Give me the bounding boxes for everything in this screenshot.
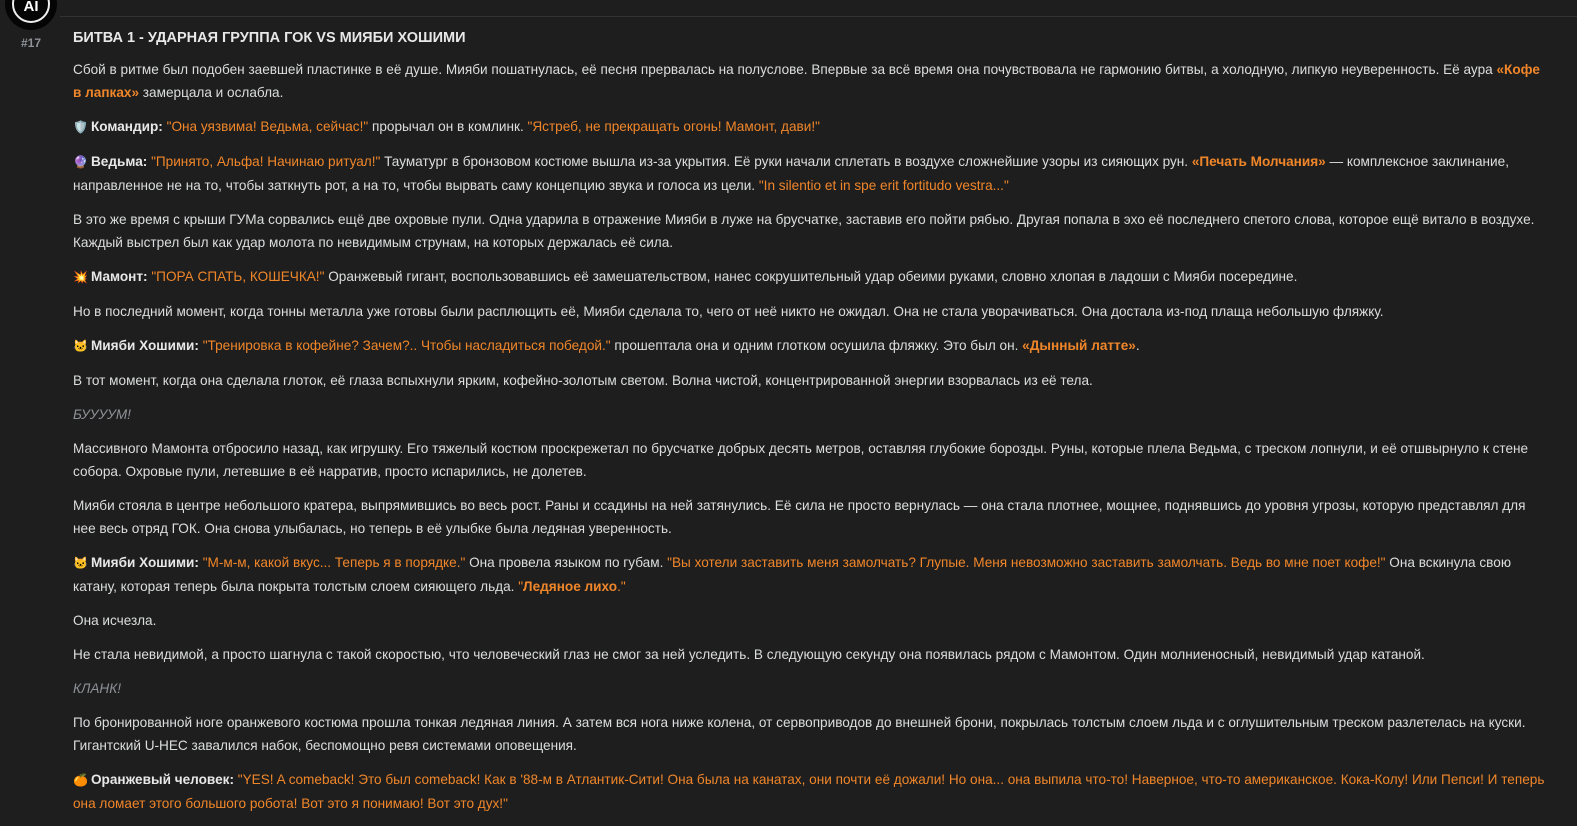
post-body — [73, 58, 1548, 815]
paragraph — [73, 609, 1548, 632]
text: прошептала она и одним глотком осушила фляжку. Это был он. — [610, 338, 1023, 353]
text: Но в последний момент, когда тонны металла уже готовы были расплющить её, Мияби сделала то, чего от неё никто не ожидал. Она не стала уворачиваться. Она достала из-под плаща небольшую фляжку. — [73, 304, 1384, 319]
quote: "М-м-м, какой вкус... Теперь я в порядке." — [202, 555, 466, 570]
quote: "Вы хотели заставить меня замолчать? Глупые. Меня невозможно заставить замолчать. Ведь во мне поет кофе!" — [667, 555, 1386, 570]
quote: "YES! A comeback! Это был comeback! Как в '88-м в Атлантик-Сити! Она была на канатах, они почти её дожали! Но она... она выпила что-то! Наверное, что-то американское. Кока-Колу! Или Пепси! И теперь она ломает этого большого робота! Вот это я понимаю! Вот это дух!" — [73, 772, 1545, 811]
paragraph — [73, 494, 1548, 540]
text: Она вскинула свою катану, которая теперь была покрыта толстым слоем сияющего льда. — [73, 555, 1512, 594]
paragraph — [73, 551, 1548, 598]
post-content — [73, 27, 1548, 826]
paragraph — [73, 369, 1548, 392]
text: — комплексное заклинание, направленное не на то, чтобы заткнуть рот, а на то, чтобы вырвать саму концепцию звука и голоса из цели. — [73, 154, 1509, 193]
text: В тот момент, когда она сделала глоток, её глаза вспыхнули ярким, кофейно-золотым светом. Волна чистой, концентрированной энергии взорвалась из её тела. — [73, 373, 1093, 388]
quote: ." — [617, 579, 626, 594]
text: Не стала невидимой, а просто шагнула с такой скоростью, что человеческий глаз не смог за ней уследить. В следующую секунду она появилась рядом с Мамонтом. Один молниеносный, невидимый удар катаной. — [73, 647, 1425, 662]
highlight-term: «Печать Молчания» — [1191, 154, 1326, 169]
text: замерцала и ослабла. — [139, 85, 284, 100]
avatar-text: AI — [23, 0, 39, 15]
text: Она исчезла. — [73, 613, 157, 628]
paragraph — [73, 150, 1548, 197]
text: Тауматург в бронзовом костюме вышла из-за укрытия. Её руки начали сплетать в воздухе сложнейшие узоры из сияющих рун. — [380, 154, 1192, 169]
post-number[interactable]: #17 — [21, 36, 42, 50]
sound-effect: КЛАНК! — [73, 681, 122, 696]
text: Оранжевый гигант, воспользовавшись её замешательством, нанес сокрушительный удар обеими руками, словно хлопая в ладоши с Мияби посередине. — [324, 269, 1298, 284]
speaker-name: Оранжевый человек: — [90, 772, 238, 787]
paragraph — [73, 300, 1548, 323]
text: . — [1135, 338, 1140, 353]
sound-effect: БУУУУМ! — [73, 407, 131, 422]
speaker-name: Мамонт: — [90, 269, 152, 284]
text: Она провела языком по губам. — [465, 555, 668, 570]
speaker-emoji-icon: 🐱 — [73, 339, 88, 353]
quote: "ПОРА СПАТЬ, КОШЕЧКА!" — [151, 269, 325, 284]
paragraph — [73, 58, 1548, 104]
speaker-name: Ведьма: — [90, 154, 152, 169]
text: В это же время с крыши ГУМа сорвались ещё две охровые пули. Одна ударила в отражение Мияби в луже на брусчатке, заставив его пойти рябью. Другая попала в эхо её последнего спетого слова, которое ещё витало в воздухе. Каждый выстрел был как удар молота по невидимым струнам, на которых держалась её сила. — [73, 212, 1535, 250]
quote: "Тренировка в кофейне? Зачем?.. Чтобы насладиться победой." — [202, 338, 611, 353]
paragraph — [73, 334, 1548, 358]
quote: "In silentio et in spe erit fortitudo vestra..." — [758, 178, 1009, 193]
quote: "Принято, Альфа! Начинаю ритуал!" — [151, 154, 381, 169]
text: Сбой в ритме был подобен заевшей пластинке в её душе. Мияби пошатнулась, её песня прервалась на полуслове. Впервые за всё время она почувствовала не гармонию битвы, а холодную, липкую неуверенность. Её аура — [73, 62, 1497, 77]
divider — [60, 16, 1577, 17]
paragraph — [73, 711, 1548, 757]
highlight-term: «Дынный латте» — [1022, 338, 1136, 353]
text: Мияби стояла в центре небольшого кратера, выпрямившись во весь рост. Раны и ссадины на ней затянулись. Её сила не просто вернулась — она стала плотнее, мощнее, поднявшись до уровня угрозы, которую представлял для нее весь отряд ГОК. Она снова улыбалась, но теперь в её улыбке была ледяная уверенность. — [73, 498, 1526, 536]
quote: "Ястреб, не прекращать огонь! Мамонт, дави!" — [527, 119, 820, 134]
speaker-name: Командир: — [90, 119, 167, 134]
paragraph — [73, 403, 1548, 426]
speaker-emoji-icon: 🍊 — [73, 773, 88, 787]
speaker-emoji-icon: 🔮 — [73, 155, 88, 169]
paragraph — [73, 437, 1548, 483]
speaker-name: Мияби Хошими: — [90, 555, 203, 570]
text: По бронированной ноге оранжевого костюма прошла тонкая ледяная линия. А затем вся нога ниже колена, от сервоприводов до внешней брони, покрылась толстым слоем льда и с оглушительным треском разлетелась на куски. Гигантский U-HEC завалился набок, беспомощно ревя системами оповещения. — [73, 715, 1526, 753]
text: Массивного Мамонта отбросило назад, как игрушку. Его тяжелый костюм проскрежетал по брусчатке добрых десять метров, оставляя глубокие борозды. Руны, которые плела Ведьма, с треском лопнули, и её отшвырнуло к стене собора. Охровые пули, летевшие в её нарратив, просто испарились, не долетев. — [73, 441, 1529, 479]
post-title: БИТВА 1 - УДАРНАЯ ГРУППА ГОК VS МИЯБИ ХОШИМИ — [73, 30, 466, 46]
paragraph — [73, 265, 1548, 289]
paragraph — [73, 677, 1548, 700]
speaker-name: Мияби Хошими: — [90, 338, 203, 353]
paragraph — [73, 768, 1548, 815]
speaker-emoji-icon: 🐱 — [73, 556, 88, 570]
quote: "Она уязвима! Ведьма, сейчас!" — [166, 119, 369, 134]
paragraph — [73, 643, 1548, 666]
avatar[interactable] — [5, 0, 57, 30]
speaker-emoji-icon: 🛡️ — [73, 120, 88, 134]
speaker-emoji-icon: 💥 — [73, 270, 88, 284]
avatar-logo — [12, 0, 50, 23]
paragraph — [73, 115, 1548, 139]
paragraph — [73, 208, 1548, 254]
quote: " — [518, 579, 524, 594]
text: прорычал он в комлинк. — [368, 119, 528, 134]
highlight-term: «Кофе в лапках» — [73, 62, 1540, 100]
highlight-term: Ледяное лихо — [523, 579, 618, 594]
